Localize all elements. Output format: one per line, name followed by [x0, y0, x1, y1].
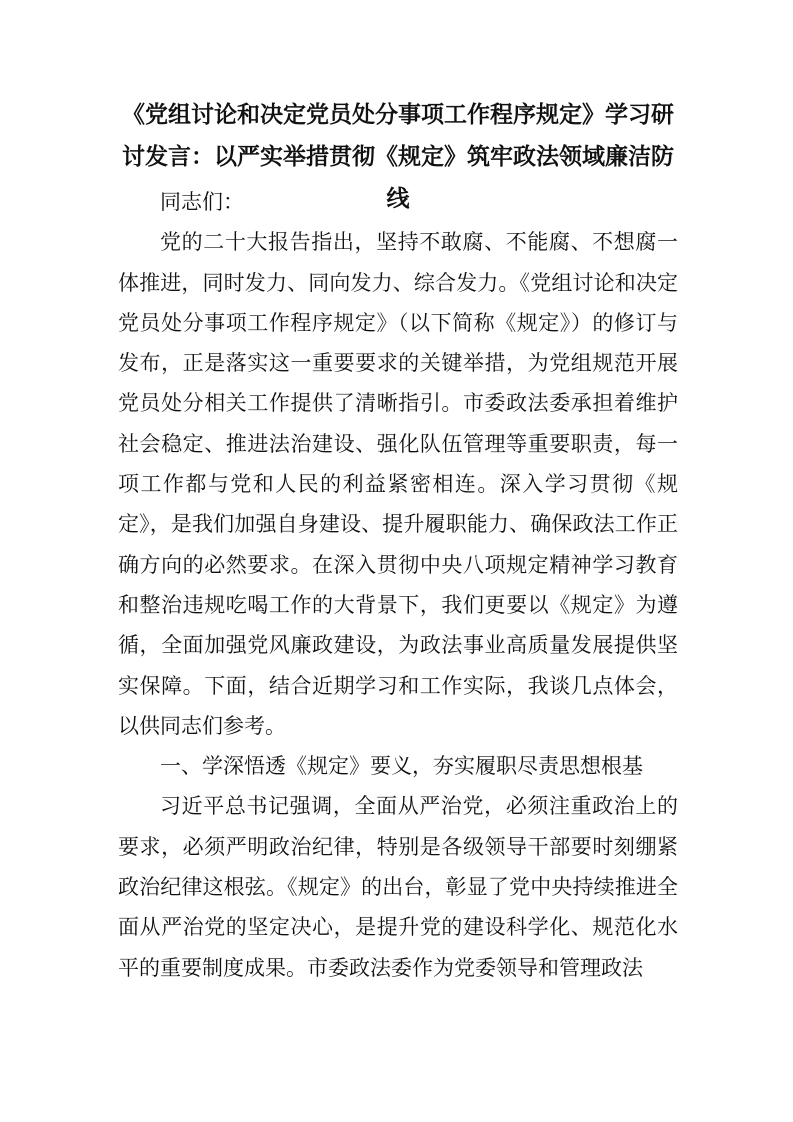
document-title: 《党组讨论和决定党员处分事项工作程序规定》学习研讨发言：以严实举措贯彻《规定》筑牢政法领域廉洁防线 — [122, 101, 674, 212]
body-paragraph: 党的二十大报告指出，坚持不敢腐、不能腐、不想腐一体推进，同时发力、同向发力、综合发力。《党组讨论和决定党员处分事项工作程序规定》（以下简称《规定》）的修订与发布，正是落实这一重要要求的关键举措，为党组规范开展党员处分相关工作提供了清晰指引。市委政法委承担着维护社会稳定、推进法治建设、强化队伍管理等重要职责，每一项工作都与党和人民的利益紧密相连。深入学习贯彻《规定》，是我们加强自身建设、提升履职能力、确保政法工作正确方向的必然要求。在深入贯彻中央八项规定精神学习教育和整治违规吃喝工作的大背景下，我们更要以《规定》为遵循，全面加强党风廉政建设，为政法事业高质量发展提供坚实保障。下面，结合近期学习和工作实际，我谈几点体会，以供同志们参考。 — [118, 230, 678, 738]
section-heading: 一、学深悟透《规定》要义，夯实履职尽责思想根基 — [160, 754, 643, 779]
body-paragraph: 习近平总书记强调，全面从严治党，必须注重政治上的要求，必须严明政治纪律，特别是各级领导干部要时刻绷紧政治纪律这根弦。《规定》的出台，彰显了党中央持续推进全面从严治党的坚定决心，是提升党的建设科学化、规范化水平的重要制度成果。市委政法委作为党委领导和管理政法 — [118, 794, 678, 980]
salutation: 同志们： — [160, 190, 244, 214]
document-body — [118, 182, 678, 988]
